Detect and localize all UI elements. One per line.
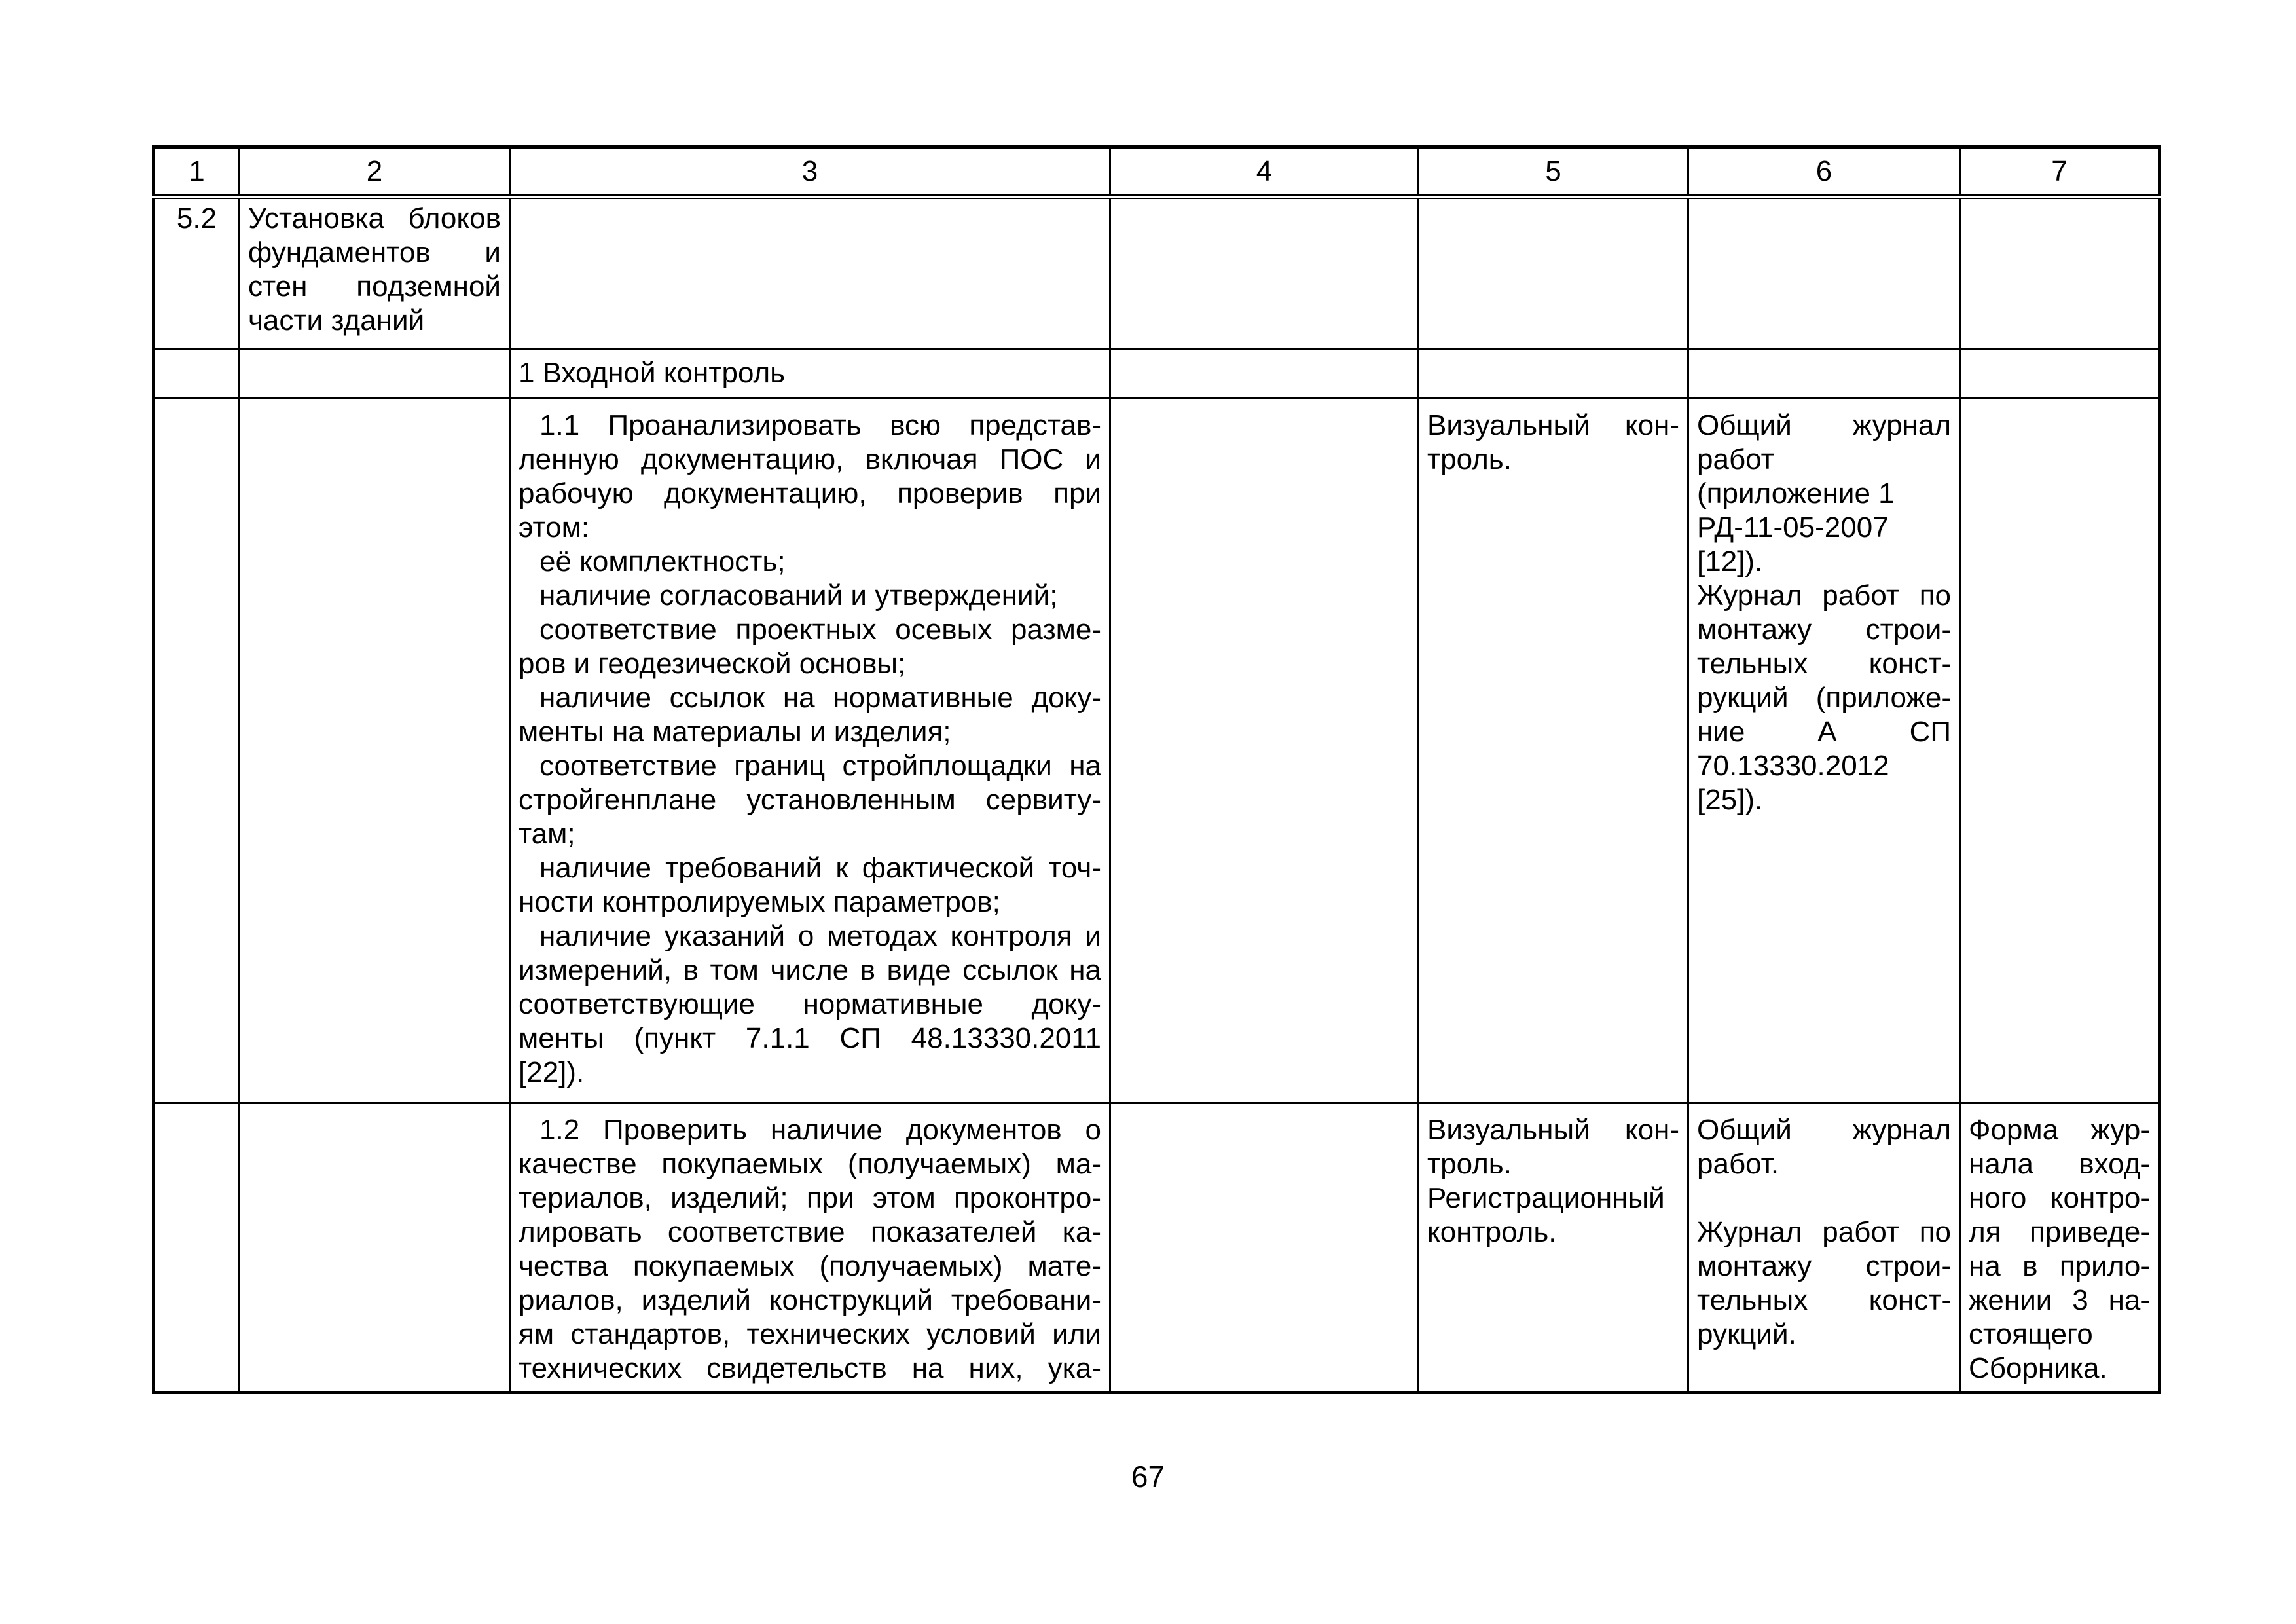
text-line: на в прило- <box>1969 1250 2150 1282</box>
text-line: рукций. <box>1697 1318 1796 1350</box>
check-description-cell <box>510 1103 1110 1393</box>
section-title: 1 Входной контроль <box>519 356 786 389</box>
text-line: соответствие границ стройплощадки на <box>539 750 1101 782</box>
text-line: ров и геодезической основы; <box>519 648 906 680</box>
check-description-cell <box>510 399 1110 1103</box>
column-number-6: 6 <box>1688 147 1960 197</box>
text-line: стройгенплане установленным сервиту- <box>519 784 1101 816</box>
work-title-line: фундаментов и <box>248 236 501 268</box>
empty-cell <box>1688 197 1960 349</box>
text-line: менты (пункт 7.1.1 СП 48.13330.2011 <box>519 1022 1101 1054</box>
text-line: Регистрационный <box>1427 1182 1665 1214</box>
text-line: измерений, в том числе в виде ссылок на <box>519 954 1101 986</box>
text-line: нала вход- <box>1969 1148 2150 1180</box>
work-title-line: части зданий <box>248 304 425 337</box>
text-line: [22]). <box>519 1056 585 1088</box>
empty-cell <box>240 399 510 1103</box>
text-line: Общий журнал <box>1697 1114 1951 1146</box>
text-line: ленную документацию, включая ПОС и <box>519 443 1101 475</box>
column-number-7: 7 <box>1960 147 2160 197</box>
blank-line <box>1697 1181 1951 1215</box>
main-table <box>152 145 2161 1394</box>
empty-cell <box>1110 197 1419 349</box>
section-row <box>154 349 2160 399</box>
table-row-5-2 <box>154 197 2160 349</box>
empty-cell <box>1419 349 1688 399</box>
text-line: этом: <box>519 511 590 544</box>
empty-cell <box>154 1103 240 1393</box>
work-title-line: Установка блоков <box>248 202 501 234</box>
text-line: менты на материалы и изделия; <box>519 716 951 748</box>
text-line: там; <box>519 818 575 850</box>
note-cell <box>1960 1103 2160 1393</box>
column-number-4: 4 <box>1110 147 1419 197</box>
column-number-3: 3 <box>510 147 1110 197</box>
text-line: работ <box>1697 443 1774 475</box>
text-line: чества покупаемых (получаемых) мате- <box>519 1250 1101 1282</box>
text-line: Визуальный кон- <box>1427 409 1679 441</box>
text-line: жении 3 на- <box>1969 1284 2150 1316</box>
text-line: 1.2 Проверить наличие документов о <box>539 1114 1101 1146</box>
column-number-1: 1 <box>154 147 240 197</box>
text-line: Сборника. <box>1969 1352 2107 1384</box>
empty-cell <box>154 399 240 1103</box>
section-title-cell <box>510 349 1110 399</box>
text-line: троль. <box>1427 1148 1512 1180</box>
text-line: рабочую документацию, проверив при <box>519 477 1101 509</box>
empty-cell <box>1960 197 2160 349</box>
text-line: ля приведе- <box>1969 1216 2150 1248</box>
table-row-1-2 <box>154 1103 2160 1393</box>
empty-cell <box>154 349 240 399</box>
text-line: Журнал работ по <box>1697 580 1951 612</box>
text-line: наличие указаний о методах контроля и <box>539 920 1101 952</box>
text-line: её комплектность; <box>539 545 786 578</box>
text-line: [12]). <box>1697 545 1763 578</box>
empty-cell <box>1419 197 1688 349</box>
text-line: троль. <box>1427 443 1512 475</box>
text-line: наличие согласований и утверждений; <box>539 580 1058 612</box>
empty-cell <box>240 1103 510 1393</box>
text-line: наличие ссылок на нормативные доку- <box>539 682 1101 714</box>
text-line: ние А СП <box>1697 716 1951 748</box>
text-line: [25]). <box>1697 784 1763 816</box>
text-line: монтажу строи- <box>1697 1250 1951 1282</box>
text-line: ям стандартов, технических условий или <box>519 1318 1101 1350</box>
document-cell <box>1688 1103 1960 1393</box>
empty-cell <box>1960 399 2160 1103</box>
text-line: Визуальный кон- <box>1427 1114 1679 1146</box>
control-method-cell <box>1419 1103 1688 1393</box>
row-number: 5.2 <box>176 202 217 234</box>
empty-cell <box>1688 349 1960 399</box>
text-line: ного контро- <box>1969 1182 2150 1214</box>
row-number-cell <box>154 197 240 349</box>
text-line: лировать соответствие показателей ка- <box>519 1216 1101 1248</box>
empty-cell <box>1960 349 2160 399</box>
text-line: рукций (приложе- <box>1697 682 1951 714</box>
work-title-line: стен подземной <box>248 270 501 303</box>
text-line: РД-11-05-2007 <box>1697 511 1889 544</box>
control-method-cell <box>1419 399 1688 1103</box>
text-line: тельных конст- <box>1697 648 1951 680</box>
table-row-1-1 <box>154 399 2160 1103</box>
text-line: ности контролируемых параметров; <box>519 886 1000 918</box>
column-number-row <box>154 147 2160 197</box>
text-line: Форма жур- <box>1969 1114 2150 1146</box>
text-line: работ. <box>1697 1148 1779 1180</box>
text-line: контроль. <box>1427 1216 1557 1248</box>
text-line: 70.13330.2012 <box>1697 750 1889 782</box>
text-line: Журнал работ по <box>1697 1216 1951 1248</box>
text-line: Общий журнал <box>1697 409 1951 441</box>
document-cell <box>1688 399 1960 1103</box>
empty-cell <box>1110 399 1419 1103</box>
empty-cell <box>240 349 510 399</box>
column-number-5: 5 <box>1419 147 1688 197</box>
text-line: 1.1 Проанализировать всю представ- <box>539 409 1101 441</box>
empty-cell <box>1110 1103 1419 1393</box>
text-line: (приложение 1 <box>1697 477 1895 509</box>
column-number-2: 2 <box>240 147 510 197</box>
text-line: соответствие проектных осевых разме- <box>539 614 1101 646</box>
empty-cell <box>510 197 1110 349</box>
text-line: териалов, изделий; при этом проконтро- <box>519 1182 1101 1214</box>
text-line: монтажу строи- <box>1697 614 1951 646</box>
text-line: технических свидетельств на них, ука- <box>519 1352 1101 1384</box>
text-line: наличие требований к фактической точ- <box>539 852 1101 884</box>
empty-cell <box>1110 349 1419 399</box>
page-number: 67 <box>1131 1460 1165 1494</box>
text-line: соответствующие нормативные доку- <box>519 988 1101 1020</box>
text-line: стоящего <box>1969 1318 2093 1350</box>
work-title-cell <box>240 197 510 349</box>
text-line: риалов, изделий конструкций требовани- <box>519 1284 1101 1316</box>
text-line: качестве покупаемых (получаемых) ма- <box>519 1148 1101 1180</box>
text-line: тельных конст- <box>1697 1284 1951 1316</box>
